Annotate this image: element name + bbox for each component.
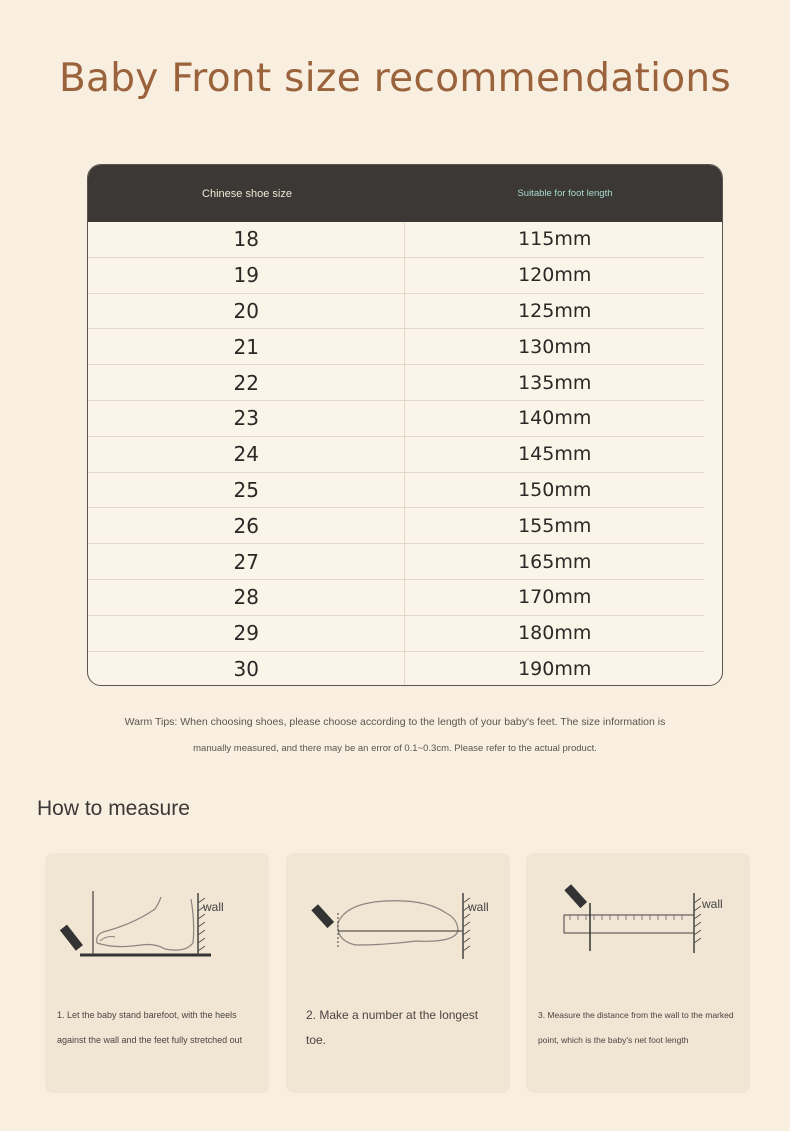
foot-length-cell: 170mm [518,586,592,609]
foot-length-cell: 135mm [518,371,592,394]
heel-against-wall-illustration [45,853,269,993]
foot-length-cell: 165mm [518,550,592,573]
table-row [88,365,704,401]
table-row [88,652,704,686]
measure-step-3-text: 3. Measure the distance from the wall to the marked point, which is the baby's net foot length [538,1010,734,1045]
ruler-measure-illustration [526,853,750,993]
page-title: Baby Front size recommendations [58,56,732,101]
measure-step-1-text: 1. Let the baby stand barefoot, with the heels against the wall and the feet fully stretched out [57,1010,243,1045]
warm-tips-line-1: Warm Tips: When choosing shoes, please choose according to the length of your baby's feet. The size information is [124,716,666,728]
table-row [88,580,704,616]
table-row [88,222,704,258]
wall-label: wall [468,900,489,914]
shoe-size-cell: 22 [88,365,405,400]
foot-length-cell: 190mm [518,658,592,681]
header-shoe-size: Chinese shoe size [202,187,292,200]
foot-length-cell: 150mm [518,478,592,501]
table-row [88,473,704,509]
foot-length-cell: 180mm [518,622,592,645]
foot-length-cell: 115mm [518,228,592,251]
table-row [88,294,704,330]
table-row [88,329,704,365]
table-row [88,544,704,580]
shoe-size-cell: 28 [88,580,405,615]
wall-label: wall [702,897,723,911]
shoe-size-cell: 20 [88,294,405,329]
foot-length-cell: 155mm [518,514,592,537]
size-table [87,164,723,686]
mark-longest-toe-illustration [286,853,510,993]
table-row [88,508,704,544]
shoe-size-cell: 26 [88,508,405,543]
how-to-measure-title: How to measure [37,797,190,820]
table-row [88,258,704,294]
shoe-size-cell: 19 [88,258,405,293]
shoe-size-cell: 21 [88,329,405,364]
measure-step-card-3 [526,853,750,1093]
warm-tips-line-2: manually measured, and there may be an error of 0.1~0.3cm. Please refer to the actual product. [193,743,597,754]
shoe-size-cell: 27 [88,544,405,579]
foot-length-cell: 140mm [518,407,592,430]
wall-label: wall [203,900,224,914]
header-foot-length: Suitable for foot length [517,188,613,199]
shoe-size-cell: 25 [88,473,405,508]
shoe-size-cell: 30 [88,652,405,686]
measure-step-2-text: 2. Make a number at the longest toe. [306,1008,479,1047]
table-body [88,222,722,686]
shoe-size-cell: 29 [88,616,405,651]
shoe-size-cell: 18 [88,222,405,257]
table-row [88,401,704,437]
foot-length-cell: 125mm [518,299,592,322]
shoe-size-cell: 23 [88,401,405,436]
table-row [88,437,704,473]
measure-step-card-2 [286,853,510,1093]
foot-length-cell: 130mm [518,335,592,358]
shoe-size-cell: 24 [88,437,405,472]
table-row [88,616,704,652]
foot-length-cell: 120mm [518,264,592,287]
measure-step-card-1 [45,853,269,1093]
table-header [88,165,722,222]
foot-length-cell: 145mm [518,443,592,466]
